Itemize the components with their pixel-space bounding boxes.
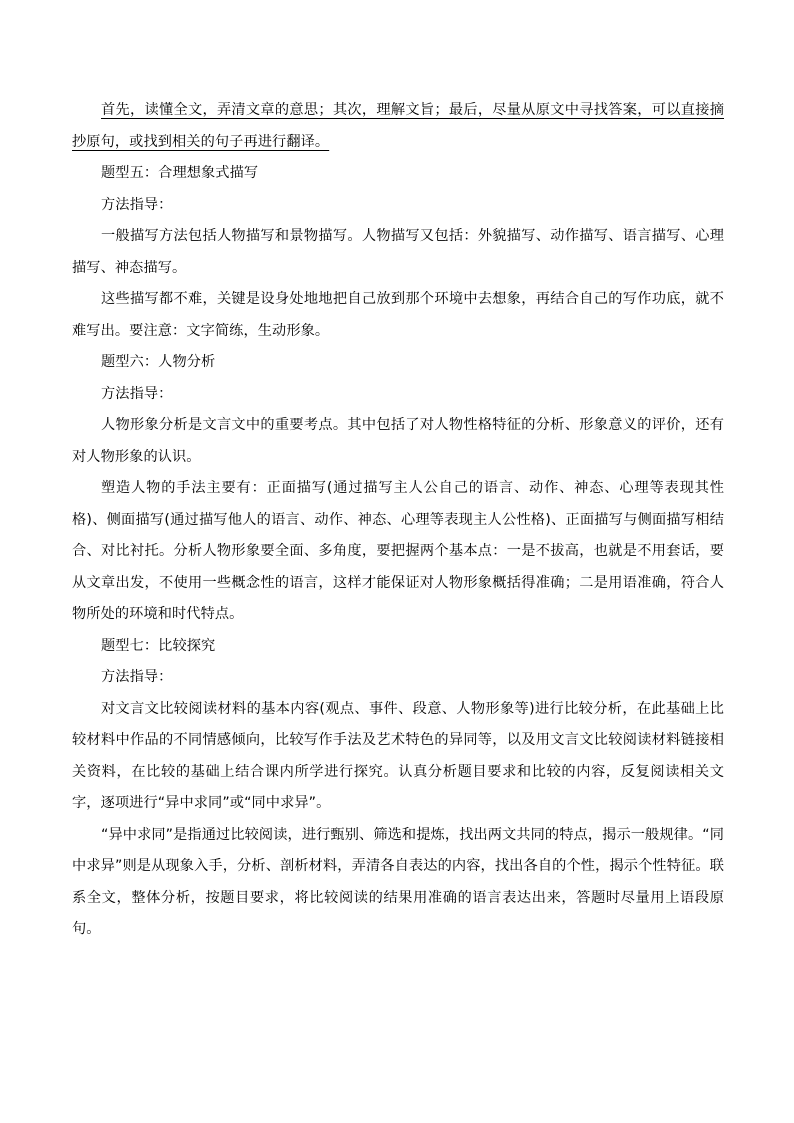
method-guide-label: 方法指导： [101, 196, 173, 213]
character-analysis-paragraph: 人物形象分析是文言文中的重要考点。其中包括了对人物性格特征的分析、形象意义的评价，还有对人物形象的认识。 [72, 417, 724, 465]
character-techniques-paragraph: 塑造人物的手法主要有：正面描写(通过描写主人公自己的语言、动作、神态、心理等表现其性格)、侧面描写(通过描写他人的语言、动作、神态、心理等表现主人公性格)、正面描写与侧面描写相结合、对比衬托。分析人物形象要全面、多角度，要把握两个基本点：一是不拔高，也就是不用套话，要从文章出发，不使用一些概念性的语言，这样才能保证对人物形象概括得准确；二是用语准确，符合人物所处的环境和时代特点。 [72, 480, 724, 622]
method-guide-label: 方法指导： [101, 669, 173, 685]
document-body [72, 95, 724, 946]
comparison-explanation-paragraph: “异中求同”是指通过比较阅读，进行甄别、筛选和提炼，找出两文共同的特点，揭示一般规律。“同中求异”则是从现象入手，分析、剖析材料，弄清各自表达的内容，找出各自的个性，揭示个性特征。联系全文，整体分析，按题目要求，将比较阅读的结果用准确的语言表达出来，答题时尽量用上语段原句。 [72, 826, 724, 937]
answer-method-paragraph: 首先，读懂全文，弄清文章的意思；其次，理解文旨；最后，尽量从原文中寻找答案，可以直接摘抄原句，或找到相关的句子再进行翻译。 [72, 102, 724, 150]
question-type-7-heading: 题型七：比较探究 [101, 637, 216, 654]
question-type-5-heading: 题型五：合理想象式描写 [101, 165, 259, 181]
method-guide-label: 方法指导： [101, 385, 173, 402]
description-tips-paragraph: 这些描写都不难，关键是设身处地地把自己放到那个环境中去想象，再结合自己的写作功底，就不难写出。要注意：文字简练，生动形象。 [72, 291, 724, 339]
comparison-reading-paragraph: 对文言文比较阅读材料的基本内容(观点、事件、段意、人物形象等)进行比较分析，在此基础上比较材料中作品的不同情感倾向，比较写作手法及艺术特色的异同等，以及用文言文比较阅读材料链接相关资料，在比较的基础上结合课内所学进行探究。认真分析题目要求和比较的内容，反复阅读相关文字，逐项进行“异中求同”或“同中求异”。 [72, 700, 724, 811]
description-methods-paragraph: 一般描写方法包括人物描写和景物描写。人物描写又包括：外貌描写、动作描写、语言描写、心理描写、神态描写。 [72, 228, 724, 276]
question-type-6-heading: 题型六：人物分析 [101, 354, 216, 370]
